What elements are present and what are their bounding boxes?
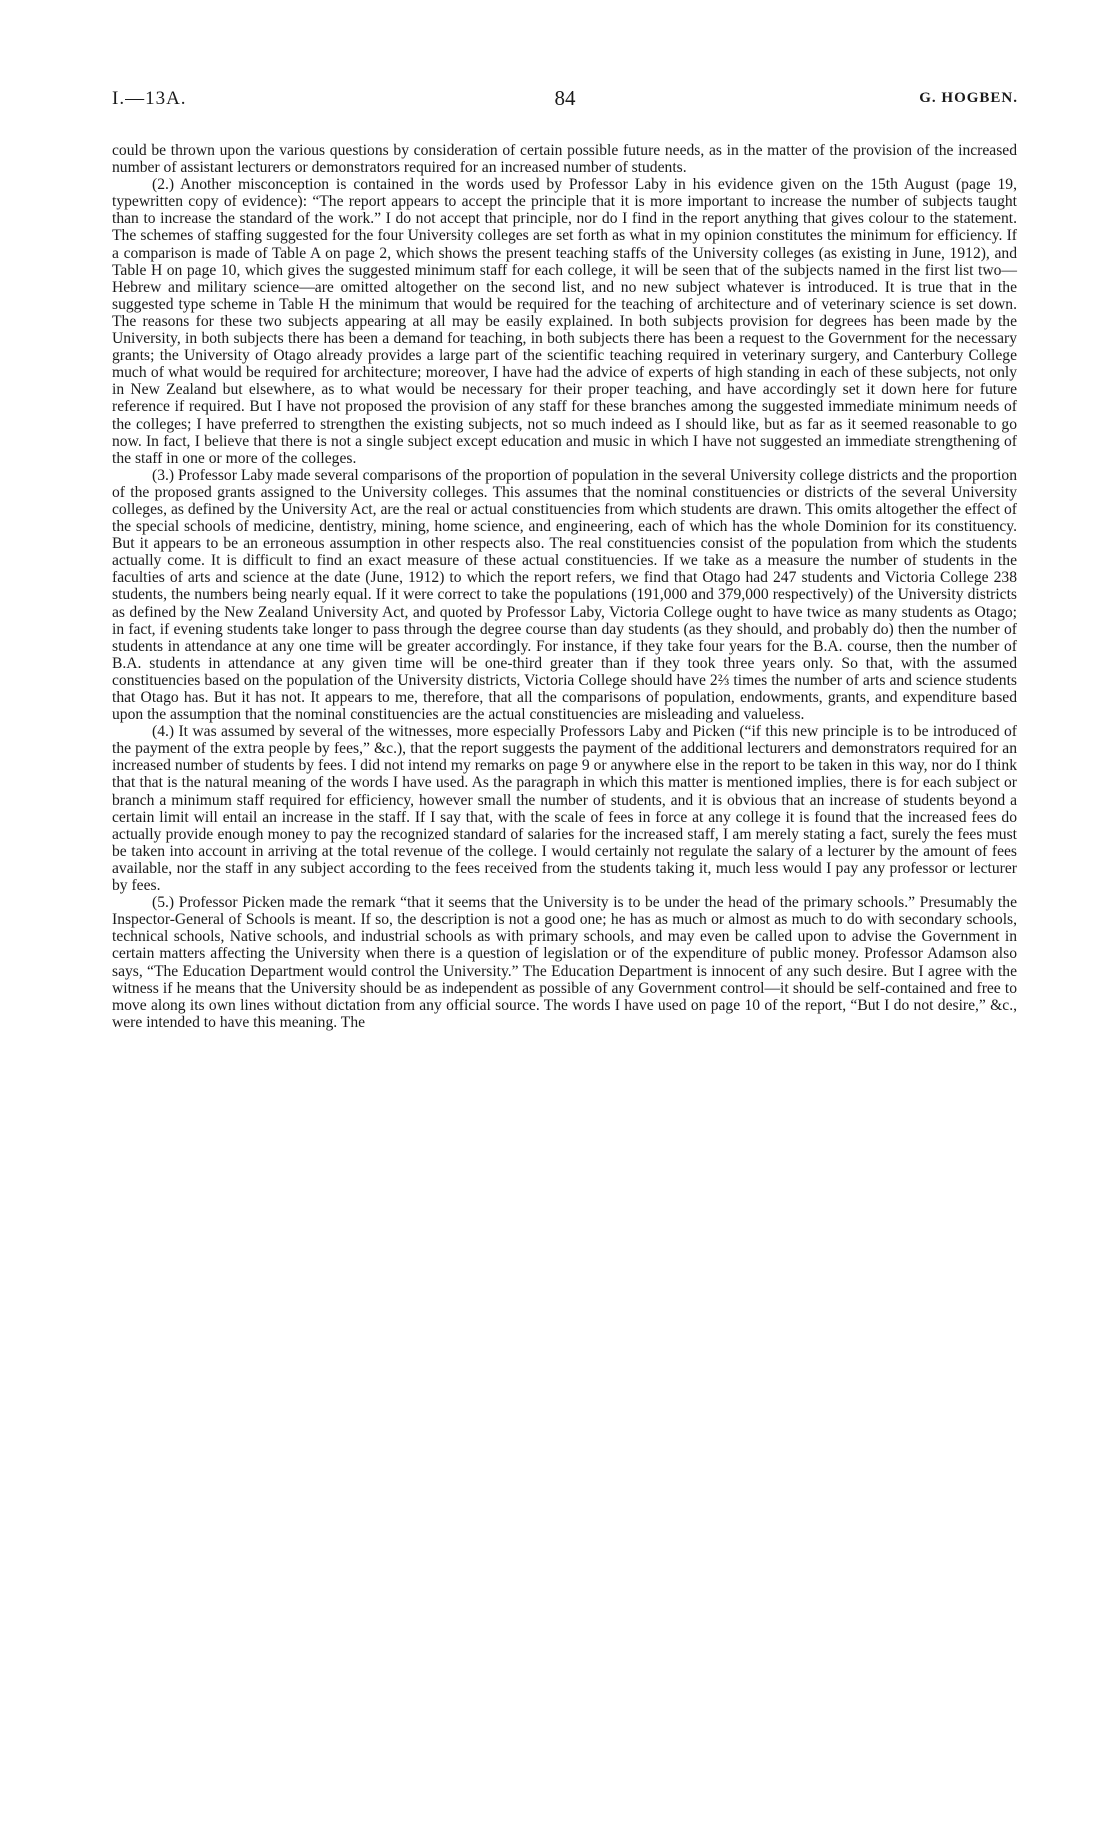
paragraph-5: (5.) Professor Picken made the remark “that it seems that the University is to be under the head of the primary schools.” Presumably the Inspector-General of Schools is meant. If so, the description is not a good one; he has as much or almost as much to do with secondary schools, technical schools, Native schools, and industrial schools as with primary schools, and may even be called upon to advise the Government in certain matters affecting the University when there is a question of legislation or of the expenditure of public money. Professor Adamson also says, “The Education Department would control the University.” The Education Department is innocent of any such desire. But I agree with the witness if he means that the University should be as independent as possible of any Government control—it should be self-contained and free to move along its own lines without dictation from any official source. The words I have used on page 10 of the report, “But I do not desire,” &c., were intended to have this meaning. The bbox=[112, 894, 1017, 1031]
author-name: G. HOGBEN. bbox=[919, 90, 1018, 106]
document-reference: I.—13A. bbox=[112, 88, 187, 109]
paragraph-2: (2.) Another misconception is contained in the words used by Professor Laby in his evidence given on the 15th August (page 19, typewritten copy of evidence): “The report appears to accept the principle that it is more important to increase the number of subjects taught than to increase the standard of the work.” I do not accept that principle, nor do I find in the report anything that gives colour to the statement. The schemes of staffing suggested for the four University colleges are set forth as what in my opinion constitutes the minimum for efficiency. If a comparison is made of Table A on page 2, which shows the present teaching staffs of the University colleges (as existing in June, 1912), and Table H on page 10, which gives the suggested minimum staff for each college, it will be seen that of the subjects named in the first list two—Hebrew and military science—are omitted altogether on the second list, and no new subject whatever is introduced. It is true that in the suggested type scheme in Table H the minimum that would be required for the teaching of architecture and of veterinary science is set down. The reasons for these two subjects appearing at all may be easily explained. In both subjects provision for degrees has been made by the University, in both subjects there has been a demand for teaching, in both subjects there has been a request to the Government for the necessary grants; the University of Otago already provides a large part of the scientific teaching required in veterinary surgery, and Canterbury College much of what would be required for architecture; moreover, I have had the advice of experts of high standing in each of these subjects, not only in New Zealand but elsewhere, as to what would be necessary for their proper teaching, and have accordingly set it down here for future reference if required. But I have not proposed the provision of any staff for these branches among the suggested immediate minimum needs of the colleges; I have preferred to strengthen the existing subjects, not so much indeed as I should like, but as far as it seemed reasonable to go now. In fact, I believe that there is not a single subject except education and music in which I have not suggested an immediate strengthening of the staff in one or more of the colleges. bbox=[112, 176, 1017, 467]
body-text bbox=[112, 142, 1017, 1031]
paragraph-4: (4.) It was assumed by several of the witnesses, more especially Professors Laby and Picken (“if this new principle is to be introduced of the payment of the extra people by fees,” &c.), that the report suggests the payment of the additional lecturers and demonstrators required for an increased number of students by fees. I did not intend my remarks on page 9 or anywhere else in the report to be taken in this way, nor do I think that that is the natural meaning of the words I have used. As the paragraph in which this matter is mentioned implies, there is for each subject or branch a minimum staff required for efficiency, however small the number of students, and it is obvious that an increase of students beyond a certain limit will entail an increase in the staff. If I say that, with the scale of fees in force at any college it is found that the increased fees do actually provide enough money to pay the recognized standard of salaries for the increased staff, I am merely stating a fact, surely the fees must be taken into account in arriving at the total revenue of the college. I would certainly not regulate the salary of a lecturer by the amount of fees available, nor the staff in any subject according to the fees received from the students taking it, much less would I pay any professor or lecturer by fees. bbox=[112, 723, 1017, 895]
page-number: 84 bbox=[554, 86, 576, 110]
paragraph-continuation: could be thrown upon the various questions by consideration of certain possible future needs, as in the matter of the provision of the increased number of assistant lecturers or demonstrators required for an increased number of students. bbox=[112, 142, 1017, 177]
paragraph-3: (3.) Professor Laby made several comparisons of the proportion of population in the several University college districts and the proportion of the proposed grants assigned to the University colleges. This assumes that the nominal constituencies or districts of the several University colleges, as defined by the University Act, are the real or actual constituencies from which students are drawn. This omits altogether the effect of the special schools of medicine, dentistry, mining, home science, and engineering, each of which has the whole Dominion for its constituency. But it appears to be an erroneous assumption in other respects also. The real constituencies consist of the population from which the students actually come. It is difficult to find an exact measure of these actual constituencies. If we take as a measure the number of students in the faculties of arts and science at the date (June, 1912) to which the report refers, we find that Otago had 247 students and Victoria College 238 students, the numbers being nearly equal. If it were correct to take the populations (191,000 and 379,000 respectively) of the University districts as defined by the New Zealand University Act, and quoted by Professor Laby, Victoria College ought to have twice as many students as Otago; in fact, if evening students take longer to pass through the degree course than day students (as they should, and probably do) then the number of students in attendance at any one time will be greater accordingly. For instance, if they take four years for the B.A. course, then the number of B.A. students in attendance at any given time will be one-third greater than if they took three years only. So that, with the assumed constituencies based on the population of the University districts, Victoria College should have 2⅔ times the number of arts and science students that Otago has. But it has not. It appears to me, therefore, that all the comparisons of population, endowments, grants, and expenditure based upon the assumption that the nominal constituencies are the actual constituencies are misleading and valueless. bbox=[112, 466, 1017, 724]
page-header bbox=[112, 88, 1018, 116]
